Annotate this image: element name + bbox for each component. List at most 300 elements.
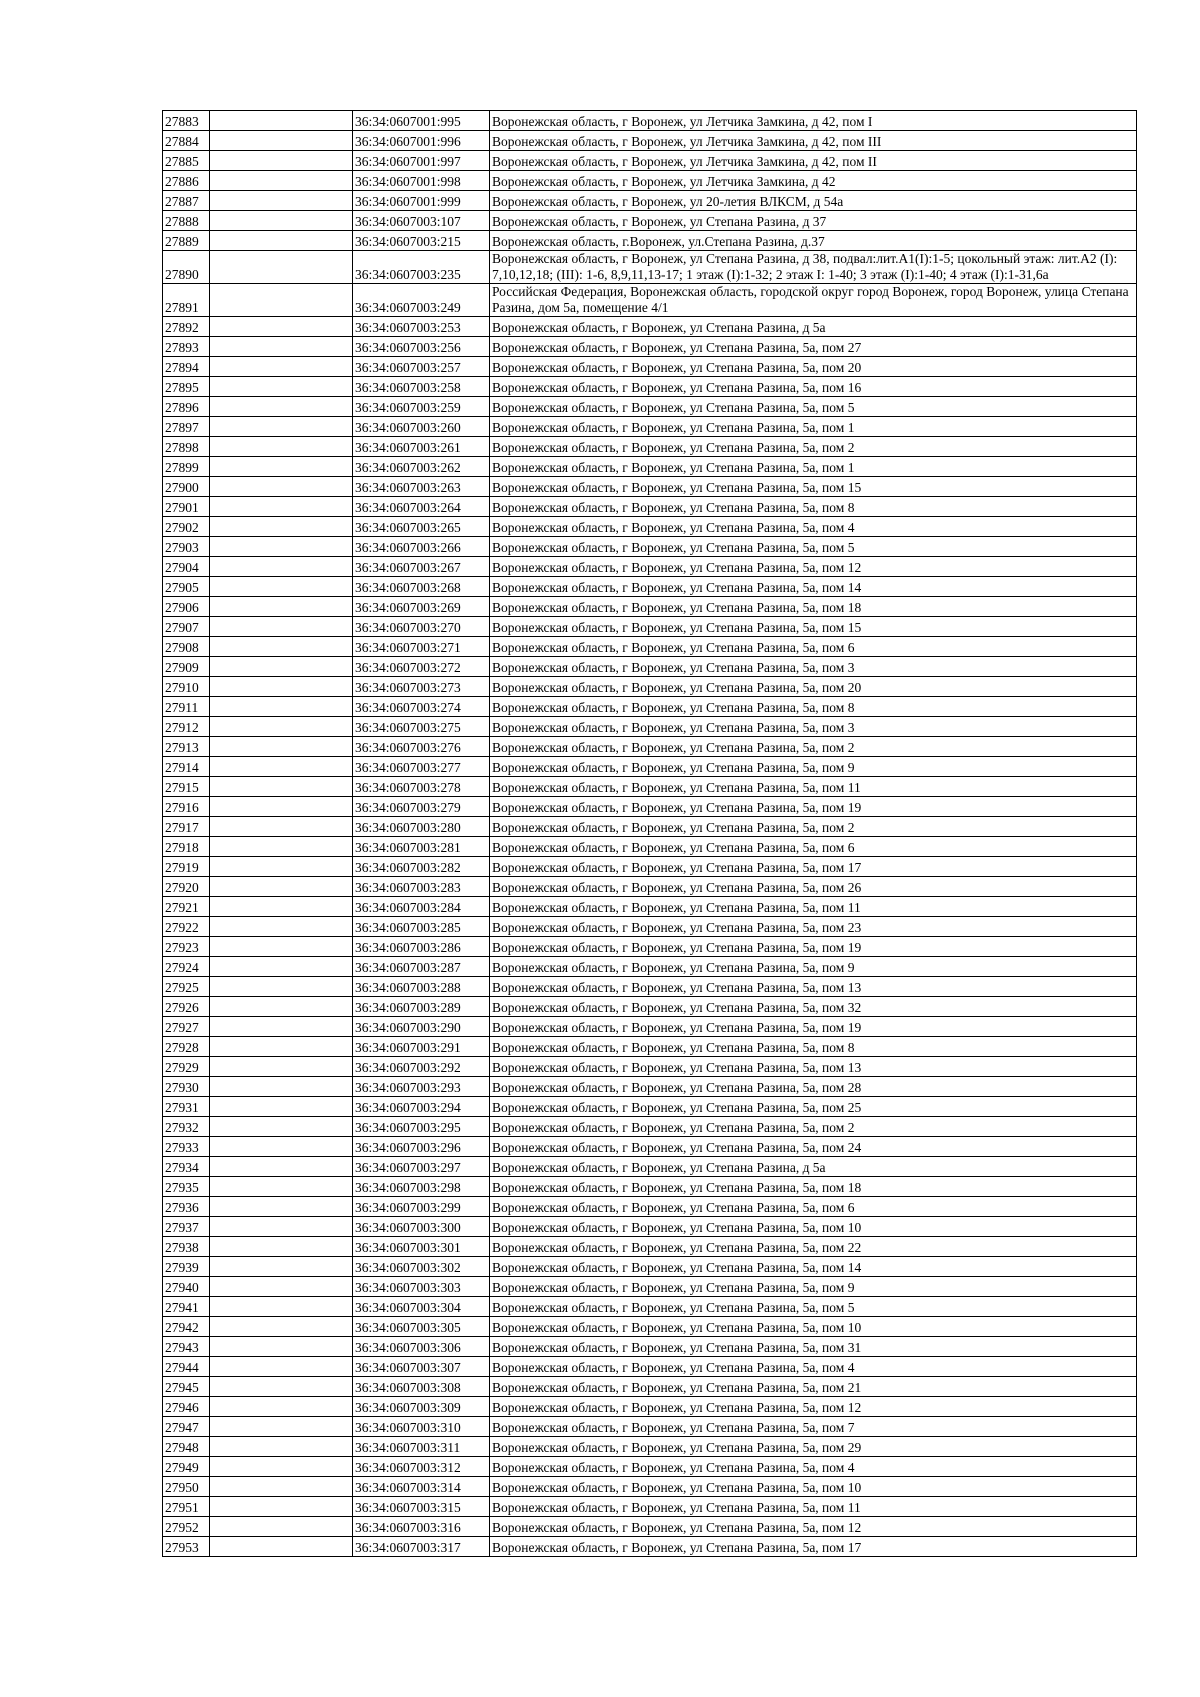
- table-row: [163, 837, 1137, 857]
- cadastral-number-cell: 36:34:0607003:256: [353, 337, 490, 357]
- table-row: [163, 357, 1137, 377]
- table-body: [163, 111, 1137, 1557]
- table-row: [163, 857, 1137, 877]
- table-row: [163, 1477, 1137, 1497]
- table-row: [163, 1037, 1137, 1057]
- cadastral-number-cell: 36:34:0607003:289: [353, 997, 490, 1017]
- row-number-cell: 27930: [163, 1077, 210, 1097]
- row-number-cell: 27948: [163, 1437, 210, 1457]
- address-cell: Воронежская область, г Воронеж, ул Степана Разина, 5а, пом 10: [490, 1317, 1137, 1337]
- empty-cell: [210, 1217, 353, 1237]
- empty-cell: [210, 1097, 353, 1117]
- empty-cell: [210, 1497, 353, 1517]
- address-cell: Воронежская область, г Воронеж, ул Летчика Замкина, д 42: [490, 171, 1137, 191]
- row-number-cell: 27924: [163, 957, 210, 977]
- cadastral-number-cell: 36:34:0607003:311: [353, 1437, 490, 1457]
- address-cell: Воронежская область, г Воронеж, ул Степана Разина, 5а, пом 3: [490, 657, 1137, 677]
- empty-cell: [210, 677, 353, 697]
- address-cell: Воронежская область, г Воронеж, ул Степана Разина, 5а, пом 8: [490, 697, 1137, 717]
- empty-cell: [210, 1357, 353, 1377]
- row-number-cell: 27900: [163, 477, 210, 497]
- table-row: [163, 1217, 1137, 1237]
- row-number-cell: 27910: [163, 677, 210, 697]
- row-number-cell: 27904: [163, 557, 210, 577]
- empty-cell: [210, 1237, 353, 1257]
- address-cell: Воронежская область, г Воронеж, ул Степана Разина, 5а, пом 19: [490, 1017, 1137, 1037]
- table-row: [163, 1237, 1137, 1257]
- address-cell: Воронежская область, г Воронеж, ул Летчика Замкина, д 42, пом III: [490, 131, 1137, 151]
- table-row: [163, 597, 1137, 617]
- cadastral-number-cell: 36:34:0607003:261: [353, 437, 490, 457]
- empty-cell: [210, 1117, 353, 1137]
- cadastral-number-cell: 36:34:0607003:299: [353, 1197, 490, 1217]
- row-number-cell: 27896: [163, 397, 210, 417]
- cadastral-number-cell: 36:34:0607003:274: [353, 697, 490, 717]
- row-number-cell: 27939: [163, 1257, 210, 1277]
- empty-cell: [210, 537, 353, 557]
- table-row: [163, 1517, 1137, 1537]
- address-cell: Воронежская область, г Воронеж, ул Степана Разина, 5а, пом 8: [490, 1037, 1137, 1057]
- table-row: [163, 877, 1137, 897]
- address-cell: Воронежская область, г Воронеж, ул Степана Разина, 5а, пом 19: [490, 797, 1137, 817]
- empty-cell: [210, 637, 353, 657]
- empty-cell: [210, 1297, 353, 1317]
- address-cell: Воронежская область, г Воронеж, ул Степана Разина, 5а, пом 12: [490, 1397, 1137, 1417]
- cadastral-number-cell: 36:34:0607003:283: [353, 877, 490, 897]
- address-cell: Воронежская область, г Воронеж, ул Степана Разина, 5а, пом 14: [490, 1257, 1137, 1277]
- row-number-cell: 27926: [163, 997, 210, 1017]
- address-cell: Воронежская область, г Воронеж, ул 20-летия ВЛКСМ, д 54а: [490, 191, 1137, 211]
- empty-cell: [210, 1477, 353, 1497]
- cadastral-number-cell: 36:34:0607003:302: [353, 1257, 490, 1277]
- cadastral-number-cell: 36:34:0607003:277: [353, 757, 490, 777]
- cadastral-number-cell: 36:34:0607003:269: [353, 597, 490, 617]
- row-number-cell: 27942: [163, 1317, 210, 1337]
- cadastral-number-cell: 36:34:0607003:307: [353, 1357, 490, 1377]
- cadastral-number-cell: 36:34:0607003:282: [353, 857, 490, 877]
- cadastral-number-cell: 36:34:0607003:263: [353, 477, 490, 497]
- address-cell: Воронежская область, г Воронеж, ул Степана Разина, 5а, пом 15: [490, 617, 1137, 637]
- table-row: [163, 111, 1137, 131]
- cadastral-number-cell: 36:34:0607003:235: [353, 251, 490, 284]
- address-cell: Воронежская область, г Воронеж, ул Летчика Замкина, д 42, пом I: [490, 111, 1137, 131]
- cadastral-number-cell: 36:34:0607001:996: [353, 131, 490, 151]
- cadastral-number-cell: 36:34:0607003:308: [353, 1377, 490, 1397]
- address-cell: Воронежская область, г Воронеж, ул Степана Разина, д 37: [490, 211, 1137, 231]
- table-row: [163, 777, 1137, 797]
- table-row: [163, 617, 1137, 637]
- empty-cell: [210, 577, 353, 597]
- empty-cell: [210, 517, 353, 537]
- cadastral-number-cell: 36:34:0607003:284: [353, 897, 490, 917]
- row-number-cell: 27928: [163, 1037, 210, 1057]
- empty-cell: [210, 817, 353, 837]
- row-number-cell: 27920: [163, 877, 210, 897]
- cadastral-number-cell: 36:34:0607003:294: [353, 1097, 490, 1117]
- empty-cell: [210, 477, 353, 497]
- table-row: [163, 1317, 1137, 1337]
- cadastral-number-cell: 36:34:0607003:296: [353, 1137, 490, 1157]
- empty-cell: [210, 877, 353, 897]
- table-row: [163, 917, 1137, 937]
- cadastral-number-cell: 36:34:0607003:272: [353, 657, 490, 677]
- empty-cell: [210, 397, 353, 417]
- table-row: [163, 437, 1137, 457]
- row-number-cell: 27934: [163, 1157, 210, 1177]
- cadastral-number-cell: 36:34:0607003:297: [353, 1157, 490, 1177]
- table-row: [163, 191, 1137, 211]
- cadastral-number-cell: 36:34:0607003:280: [353, 817, 490, 837]
- empty-cell: [210, 191, 353, 211]
- row-number-cell: 27909: [163, 657, 210, 677]
- cadastral-number-cell: 36:34:0607003:278: [353, 777, 490, 797]
- row-number-cell: 27941: [163, 1297, 210, 1317]
- address-cell: Воронежская область, г Воронеж, ул Степана Разина, 5а, пом 22: [490, 1237, 1137, 1257]
- row-number-cell: 27886: [163, 171, 210, 191]
- empty-cell: [210, 1537, 353, 1557]
- table-row: [163, 717, 1137, 737]
- empty-cell: [210, 1157, 353, 1177]
- cadastral-number-cell: 36:34:0607003:304: [353, 1297, 490, 1317]
- row-number-cell: 27891: [163, 284, 210, 317]
- table-row: [163, 1497, 1137, 1517]
- cadastral-number-cell: 36:34:0607003:271: [353, 637, 490, 657]
- address-cell: Воронежская область, г Воронеж, ул Степана Разина, 5а, пом 17: [490, 857, 1137, 877]
- row-number-cell: 27898: [163, 437, 210, 457]
- table-row: [163, 657, 1137, 677]
- empty-cell: [210, 1337, 353, 1357]
- cadastral-number-cell: 36:34:0607003:107: [353, 211, 490, 231]
- cadastral-number-cell: 36:34:0607003:300: [353, 1217, 490, 1237]
- address-cell: Российская Федерация, Воронежская область, городской округ город Воронеж, город Воронеж, улица Степана Разина, дом 5а, помещение 4/1: [490, 284, 1137, 317]
- row-number-cell: 27893: [163, 337, 210, 357]
- cadastral-table: [162, 110, 1137, 1557]
- address-cell: Воронежская область, г Воронеж, ул Степана Разина, 5а, пом 6: [490, 1197, 1137, 1217]
- address-cell: Воронежская область, г Воронеж, ул Степана Разина, д 5а: [490, 317, 1137, 337]
- address-cell: Воронежская область, г Воронеж, ул Степана Разина, 5а, пом 2: [490, 437, 1137, 457]
- row-number-cell: 27890: [163, 251, 210, 284]
- table-row: [163, 1337, 1137, 1357]
- cadastral-number-cell: 36:34:0607003:257: [353, 357, 490, 377]
- table-row: [163, 1357, 1137, 1377]
- table-row: [163, 377, 1137, 397]
- cadastral-number-cell: 36:34:0607003:301: [353, 1237, 490, 1257]
- empty-cell: [210, 1137, 353, 1157]
- address-cell: Воронежская область, г Воронеж, ул Степана Разина, 5а, пом 23: [490, 917, 1137, 937]
- row-number-cell: 27933: [163, 1137, 210, 1157]
- address-cell: Воронежская область, г Воронеж, ул Степана Разина, 5а, пом 4: [490, 1457, 1137, 1477]
- cadastral-number-cell: 36:34:0607003:285: [353, 917, 490, 937]
- address-cell: Воронежская область, г Воронеж, ул Степана Разина, 5а, пом 15: [490, 477, 1137, 497]
- table-row: [163, 1197, 1137, 1217]
- address-cell: Воронежская область, г Воронеж, ул Степана Разина, 5а, пом 20: [490, 357, 1137, 377]
- empty-cell: [210, 617, 353, 637]
- address-cell: Воронежская область, г Воронеж, ул Степана Разина, 5а, пом 6: [490, 837, 1137, 857]
- address-cell: Воронежская область, г Воронеж, ул Степана Разина, 5а, пом 5: [490, 397, 1137, 417]
- cadastral-number-cell: 36:34:0607003:286: [353, 937, 490, 957]
- table-row: [163, 284, 1137, 317]
- address-cell: Воронежская область, г Воронеж, ул Степана Разина, 5а, пом 9: [490, 1277, 1137, 1297]
- table-row: [163, 1397, 1137, 1417]
- address-cell: Воронежская область, г.Воронеж, ул.Степана Разина, д.37: [490, 231, 1137, 251]
- empty-cell: [210, 284, 353, 317]
- cadastral-number-cell: 36:34:0607003:305: [353, 1317, 490, 1337]
- empty-cell: [210, 251, 353, 284]
- empty-cell: [210, 497, 353, 517]
- table-row: [163, 1297, 1137, 1317]
- table-row: [163, 637, 1137, 657]
- empty-cell: [210, 1017, 353, 1037]
- address-cell: Воронежская область, г Воронеж, ул Степана Разина, 5а, пом 19: [490, 937, 1137, 957]
- empty-cell: [210, 1457, 353, 1477]
- empty-cell: [210, 151, 353, 171]
- address-cell: Воронежская область, г Воронеж, ул Степана Разина, 5а, пом 10: [490, 1217, 1137, 1237]
- table-row: [163, 337, 1137, 357]
- empty-cell: [210, 1077, 353, 1097]
- table-row: [163, 817, 1137, 837]
- empty-cell: [210, 357, 353, 377]
- empty-cell: [210, 977, 353, 997]
- empty-cell: [210, 897, 353, 917]
- table-row: [163, 1177, 1137, 1197]
- cadastral-number-cell: 36:34:0607003:303: [353, 1277, 490, 1297]
- row-number-cell: 27932: [163, 1117, 210, 1137]
- table-row: [163, 1017, 1137, 1037]
- row-number-cell: 27950: [163, 1477, 210, 1497]
- address-cell: Воронежская область, г Воронеж, ул Степана Разина, 5а, пом 12: [490, 1517, 1137, 1537]
- empty-cell: [210, 131, 353, 151]
- cadastral-number-cell: 36:34:0607001:998: [353, 171, 490, 191]
- table-row: [163, 577, 1137, 597]
- table-row: [163, 1377, 1137, 1397]
- empty-cell: [210, 737, 353, 757]
- address-cell: Воронежская область, г Воронеж, ул Степана Разина, 5а, пом 5: [490, 537, 1137, 557]
- row-number-cell: 27883: [163, 111, 210, 131]
- empty-cell: [210, 1037, 353, 1057]
- empty-cell: [210, 1437, 353, 1457]
- address-cell: Воронежская область, г Воронеж, ул Степана Разина, 5а, пом 13: [490, 977, 1137, 997]
- table-row: [163, 417, 1137, 437]
- table-row: [163, 1437, 1137, 1457]
- table-row: [163, 457, 1137, 477]
- row-number-cell: 27899: [163, 457, 210, 477]
- empty-cell: [210, 1317, 353, 1337]
- table-row: [163, 1417, 1137, 1437]
- table-row: [163, 211, 1137, 231]
- address-cell: Воронежская область, г Воронеж, ул Степана Разина, 5а, пом 31: [490, 1337, 1137, 1357]
- address-cell: Воронежская область, г Воронеж, ул Степана Разина, 5а, пом 12: [490, 557, 1137, 577]
- cadastral-number-cell: 36:34:0607003:291: [353, 1037, 490, 1057]
- address-cell: Воронежская область, г Воронеж, ул Степана Разина, 5а, пом 1: [490, 417, 1137, 437]
- cadastral-number-cell: 36:34:0607003:316: [353, 1517, 490, 1537]
- empty-cell: [210, 171, 353, 191]
- cadastral-number-cell: 36:34:0607003:276: [353, 737, 490, 757]
- empty-cell: [210, 777, 353, 797]
- cadastral-number-cell: 36:34:0607003:312: [353, 1457, 490, 1477]
- row-number-cell: 27884: [163, 131, 210, 151]
- row-number-cell: 27937: [163, 1217, 210, 1237]
- table-row: [163, 537, 1137, 557]
- cadastral-number-cell: 36:34:0607003:310: [353, 1417, 490, 1437]
- cadastral-number-cell: 36:34:0607003:281: [353, 837, 490, 857]
- address-cell: Воронежская область, г Воронеж, ул Степана Разина, 5а, пом 9: [490, 957, 1137, 977]
- row-number-cell: 27936: [163, 1197, 210, 1217]
- row-number-cell: 27885: [163, 151, 210, 171]
- empty-cell: [210, 457, 353, 477]
- empty-cell: [210, 857, 353, 877]
- table-row: [163, 557, 1137, 577]
- address-cell: Воронежская область, г Воронеж, ул Степана Разина, 5а, пом 3: [490, 717, 1137, 737]
- address-cell: Воронежская область, г Воронеж, ул Степана Разина, 5а, пом 28: [490, 1077, 1137, 1097]
- row-number-cell: 27949: [163, 1457, 210, 1477]
- empty-cell: [210, 1277, 353, 1297]
- cadastral-number-cell: 36:34:0607003:288: [353, 977, 490, 997]
- cadastral-number-cell: 36:34:0607003:260: [353, 417, 490, 437]
- row-number-cell: 27951: [163, 1497, 210, 1517]
- empty-cell: [210, 377, 353, 397]
- table-row: [163, 1057, 1137, 1077]
- row-number-cell: 27916: [163, 797, 210, 817]
- address-cell: Воронежская область, г Воронеж, ул Степана Разина, 5а, пом 11: [490, 1497, 1137, 1517]
- table-row: [163, 1077, 1137, 1097]
- table-row: [163, 1117, 1137, 1137]
- cadastral-number-cell: 36:34:0607003:287: [353, 957, 490, 977]
- row-number-cell: 27953: [163, 1537, 210, 1557]
- address-cell: Воронежская область, г Воронеж, ул Степана Разина, 5а, пом 18: [490, 1177, 1137, 1197]
- empty-cell: [210, 697, 353, 717]
- table-row: [163, 677, 1137, 697]
- table-row: [163, 1137, 1137, 1157]
- empty-cell: [210, 1197, 353, 1217]
- table-row: [163, 1277, 1137, 1297]
- table-row: [163, 1537, 1137, 1557]
- cadastral-number-cell: 36:34:0607003:264: [353, 497, 490, 517]
- address-cell: Воронежская область, г Воронеж, ул Степана Разина, д 5а: [490, 1157, 1137, 1177]
- row-number-cell: 27897: [163, 417, 210, 437]
- empty-cell: [210, 1397, 353, 1417]
- address-cell: Воронежская область, г Воронеж, ул Степана Разина, 5а, пом 32: [490, 997, 1137, 1017]
- cadastral-number-cell: 36:34:0607003:266: [353, 537, 490, 557]
- address-cell: Воронежская область, г Воронеж, ул Степана Разина, 5а, пом 2: [490, 817, 1137, 837]
- address-cell: Воронежская область, г Воронеж, ул Степана Разина, 5а, пом 8: [490, 497, 1137, 517]
- empty-cell: [210, 437, 353, 457]
- empty-cell: [210, 337, 353, 357]
- empty-cell: [210, 1417, 353, 1437]
- cadastral-number-cell: 36:34:0607003:253: [353, 317, 490, 337]
- address-cell: Воронежская область, г Воронеж, ул Степана Разина, 5а, пом 4: [490, 517, 1137, 537]
- address-cell: Воронежская область, г Воронеж, ул Летчика Замкина, д 42, пом II: [490, 151, 1137, 171]
- empty-cell: [210, 917, 353, 937]
- cadastral-number-cell: 36:34:0607003:259: [353, 397, 490, 417]
- address-cell: Воронежская область, г Воронеж, ул Степана Разина, 5а, пом 2: [490, 737, 1137, 757]
- empty-cell: [210, 837, 353, 857]
- empty-cell: [210, 757, 353, 777]
- row-number-cell: 27938: [163, 1237, 210, 1257]
- row-number-cell: 27895: [163, 377, 210, 397]
- table-row: [163, 1257, 1137, 1277]
- cadastral-number-cell: 36:34:0607001:995: [353, 111, 490, 131]
- row-number-cell: 27894: [163, 357, 210, 377]
- empty-cell: [210, 317, 353, 337]
- row-number-cell: 27903: [163, 537, 210, 557]
- cadastral-number-cell: 36:34:0607003:290: [353, 1017, 490, 1037]
- cadastral-number-cell: 36:34:0607003:292: [353, 1057, 490, 1077]
- row-number-cell: 27945: [163, 1377, 210, 1397]
- row-number-cell: 27935: [163, 1177, 210, 1197]
- empty-cell: [210, 997, 353, 1017]
- cadastral-number-cell: 36:34:0607003:298: [353, 1177, 490, 1197]
- address-cell: Воронежская область, г Воронеж, ул Степана Разина, 5а, пом 26: [490, 877, 1137, 897]
- empty-cell: [210, 717, 353, 737]
- address-cell: Воронежская область, г Воронеж, ул Степана Разина, 5а, пом 10: [490, 1477, 1137, 1497]
- table-row: [163, 1097, 1137, 1117]
- empty-cell: [210, 937, 353, 957]
- table-row: [163, 317, 1137, 337]
- table-row: [163, 151, 1137, 171]
- cadastral-number-cell: 36:34:0607003:273: [353, 677, 490, 697]
- address-cell: Воронежская область, г Воронеж, ул Степана Разина, 5а, пом 14: [490, 577, 1137, 597]
- address-cell: Воронежская область, г Воронеж, ул Степана Разина, 5а, пом 21: [490, 1377, 1137, 1397]
- address-cell: Воронежская область, г Воронеж, ул Степана Разина, 5а, пом 24: [490, 1137, 1137, 1157]
- address-cell: Воронежская область, г Воронеж, ул Степана Разина, 5а, пом 17: [490, 1537, 1137, 1557]
- cadastral-number-cell: 36:34:0607003:215: [353, 231, 490, 251]
- row-number-cell: 27892: [163, 317, 210, 337]
- table-row: [163, 171, 1137, 191]
- cadastral-number-cell: 36:34:0607003:295: [353, 1117, 490, 1137]
- address-cell: Воронежская область, г Воронеж, ул Степана Разина, 5а, пом 9: [490, 757, 1137, 777]
- row-number-cell: 27912: [163, 717, 210, 737]
- empty-cell: [210, 657, 353, 677]
- row-number-cell: 27929: [163, 1057, 210, 1077]
- row-number-cell: 27947: [163, 1417, 210, 1437]
- empty-cell: [210, 1257, 353, 1277]
- cadastral-number-cell: 36:34:0607003:265: [353, 517, 490, 537]
- cadastral-number-cell: 36:34:0607003:267: [353, 557, 490, 577]
- row-number-cell: 27923: [163, 937, 210, 957]
- empty-cell: [210, 417, 353, 437]
- cadastral-number-cell: 36:34:0607001:999: [353, 191, 490, 211]
- cadastral-number-cell: 36:34:0607003:306: [353, 1337, 490, 1357]
- cadastral-number-cell: 36:34:0607003:317: [353, 1537, 490, 1557]
- table-row: [163, 757, 1137, 777]
- table-row: [163, 1157, 1137, 1177]
- address-cell: Воронежская область, г Воронеж, ул Степана Разина, 5а, пом 6: [490, 637, 1137, 657]
- address-cell: Воронежская область, г Воронеж, ул Степана Разина, 5а, пом 27: [490, 337, 1137, 357]
- row-number-cell: 27944: [163, 1357, 210, 1377]
- address-cell: Воронежская область, г Воронеж, ул Степана Разина, 5а, пом 11: [490, 897, 1137, 917]
- address-cell: Воронежская область, г Воронеж, ул Степана Разина, 5а, пом 5: [490, 1297, 1137, 1317]
- address-cell: Воронежская область, г Воронеж, ул Степана Разина, 5а, пом 25: [490, 1097, 1137, 1117]
- address-cell: Воронежская область, г Воронеж, ул Степана Разина, 5а, пом 18: [490, 597, 1137, 617]
- table-row: [163, 937, 1137, 957]
- cadastral-number-cell: 36:34:0607003:314: [353, 1477, 490, 1497]
- table-row: [163, 1457, 1137, 1477]
- row-number-cell: 27931: [163, 1097, 210, 1117]
- row-number-cell: 27919: [163, 857, 210, 877]
- empty-cell: [210, 111, 353, 131]
- empty-cell: [210, 557, 353, 577]
- empty-cell: [210, 1517, 353, 1537]
- cadastral-number-cell: 36:34:0607003:268: [353, 577, 490, 597]
- address-cell: Воронежская область, г Воронеж, ул Степана Разина, 5а, пом 29: [490, 1437, 1137, 1457]
- table-row: [163, 977, 1137, 997]
- row-number-cell: 27889: [163, 231, 210, 251]
- row-number-cell: 27922: [163, 917, 210, 937]
- empty-cell: [210, 957, 353, 977]
- cadastral-number-cell: 36:34:0607003:262: [353, 457, 490, 477]
- row-number-cell: 27905: [163, 577, 210, 597]
- row-number-cell: 27915: [163, 777, 210, 797]
